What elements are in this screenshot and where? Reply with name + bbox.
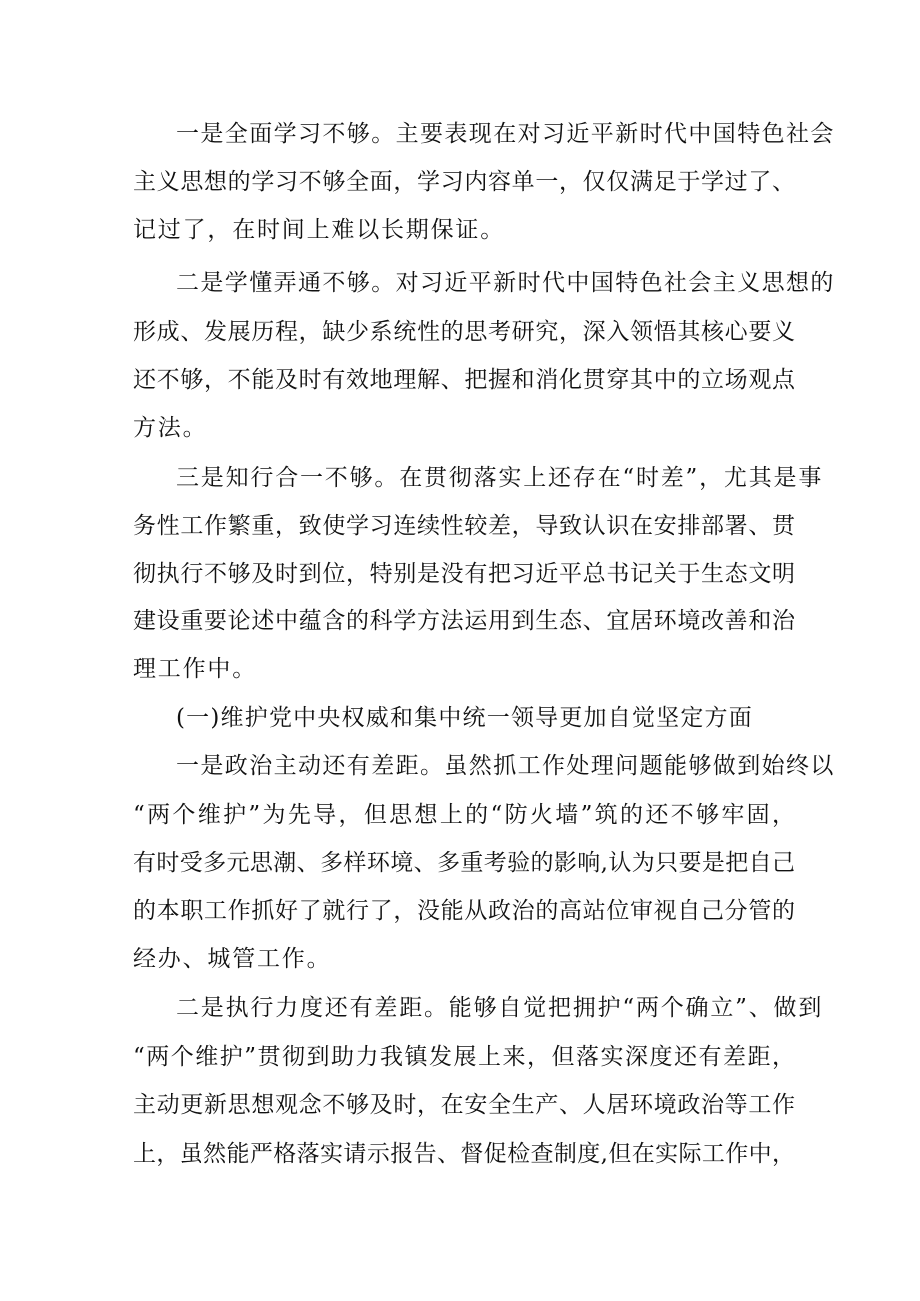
paragraph-5-line-2: “两个维护”贯彻到助力我镇发展上来，但落实深度还有差距， <box>133 1044 795 1070</box>
paragraph-4-line-3: 有时受多元思潮、多样环境、多重考验的影响,认为只要是把自己 <box>133 850 795 876</box>
paragraph-3-line-1: 三是知行合一不够。在贯彻落实上还存在“时差”，尤其是事 <box>176 465 824 491</box>
paragraph-3-line-3: 彻执行不够及时到位，特别是没有把习近平总书记关于生态文明 <box>133 561 795 587</box>
paragraph-3-line-4: 建设重要论述中蕴含的科学方法运用到生态、宜居环境改善和治 <box>133 608 795 634</box>
paragraph-3-line-5: 理工作中。 <box>133 656 257 682</box>
paragraph-4-line-2: “两个维护”为先导，但思想上的“防火墙”筑的还不够牢固， <box>133 802 795 828</box>
paragraph-4-line-1: 一是政治主动还有差距。虽然抓工作处理问题能够做到始终以 <box>176 753 835 779</box>
paragraph-1-line-3: 记过了，在时间上难以长期保证。 <box>133 217 505 243</box>
paragraph-2-line-1: 二是学懂弄通不够。对习近平新时代中国特色社会主义思想的 <box>176 270 835 296</box>
paragraph-2-line-3: 还不够，不能及时有效地理解、把握和消化贯穿其中的立场观点 <box>133 367 795 393</box>
paragraph-4-line-5: 经办、城管工作。 <box>133 946 332 972</box>
paragraph-5-line-1: 二是执行力度还有差距。能够自觉把拥护“两个确立”、做到 <box>176 995 824 1021</box>
paragraph-5-line-4: 上，虽然能严格落实请示报告、督促检查制度,但在实际工作中， <box>133 1141 795 1167</box>
paragraph-2-line-2: 形成、发展历程，缺少系统性的思考研究，深入领悟其核心要义 <box>133 319 795 345</box>
section-heading: (一)维护党中央权威和集中统一领导更加自觉坚定方面 <box>176 705 753 731</box>
paragraph-4-line-4: 的本职工作抓好了就行了，没能从政治的高站位审视自己分管的 <box>133 898 795 924</box>
paragraph-5-line-3: 主动更新思想观念不够及时，在安全生产、人居环境政治等工作 <box>133 1092 795 1118</box>
paragraph-1-line-1: 一是全面学习不够。主要表现在对习近平新时代中国特色社会 <box>176 121 835 147</box>
paragraph-1-line-2: 主义思想的学习不够全面，学习内容单一，仅仅满足于学过了、 <box>133 169 795 195</box>
paragraph-2-line-4: 方法。 <box>133 415 208 441</box>
paragraph-3-line-2: 务性工作繁重，致使学习连续性较差，导致认识在安排部署、贯 <box>133 513 795 539</box>
